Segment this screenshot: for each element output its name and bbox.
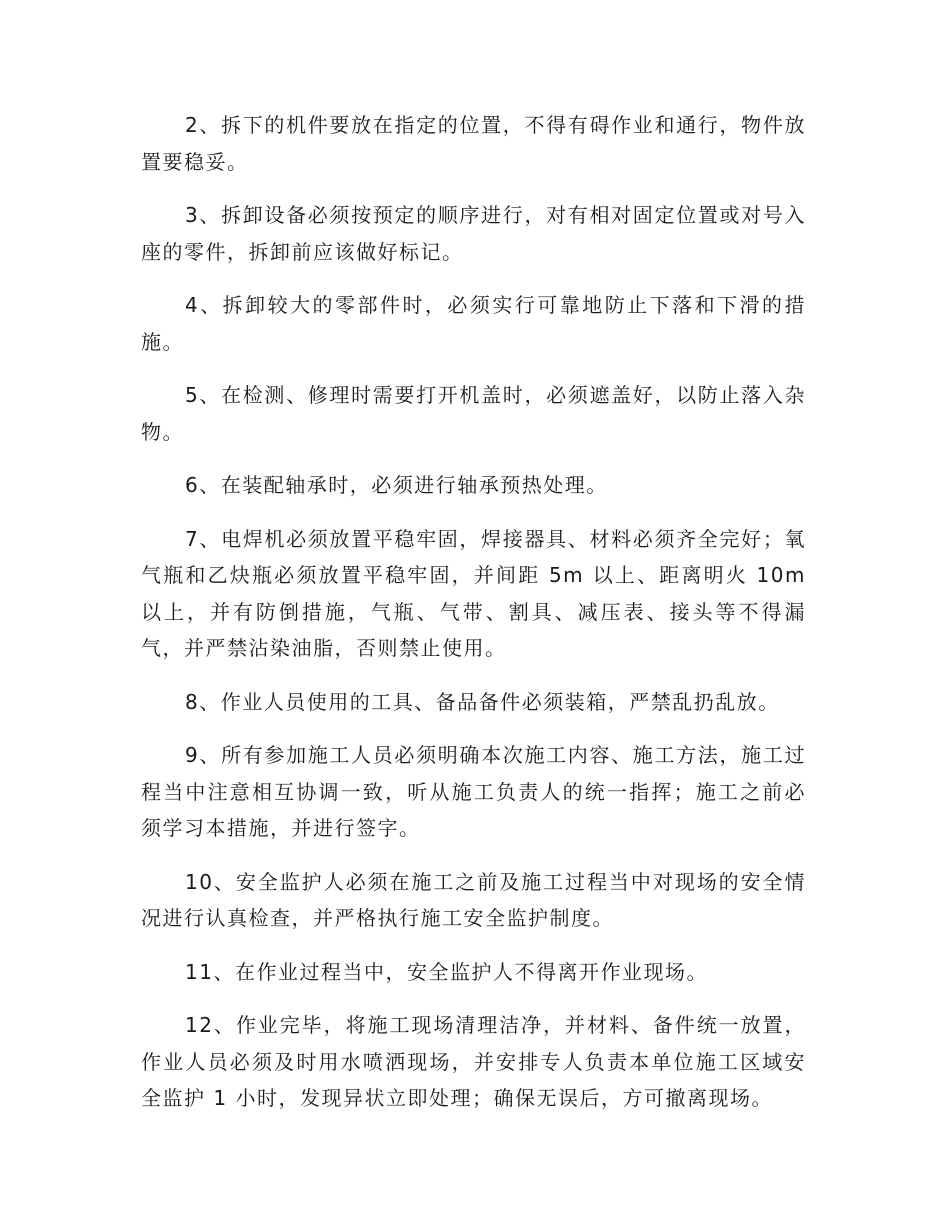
paragraph-7: 7、电焊机必须放置平稳牢固，焊接器具、材料必须齐全完好；氧气瓶和乙炔瓶必须放置平稳牢固，并间距 5m 以上、距离明火 10m 以上，并有防倒措施，气瓶、气带、割具、减压表、接头等不得漏气，并严禁沾染油脂，否则禁止使用。 xyxy=(141,526,806,660)
paragraph-9: 9、所有参加施工人员必须明确本次施工内容、施工方法，施工过程当中注意相互协调一致，听从施工负责人的统一指挥；施工之前必须学习本措施，并进行签字。 xyxy=(141,743,806,840)
paragraph-5: 5、在检测、修理时需要打开机盖时，必须遮盖好，以防止落入杂物。 xyxy=(141,383,806,444)
paragraph-10: 10、安全监护人必须在施工之前及施工过程当中对现场的安全情况进行认真检查，并严格执行施工安全监护制度。 xyxy=(141,869,806,930)
paragraph-12: 12、作业完毕，将施工现场清理洁净，并材料、备件统一放置，作业人员必须及时用水喷洒现场，并安排专人负责本单位施工区域安全监护 1 小时，发现异状立即处理；确保无误后，方可撤离现场。 xyxy=(141,1013,806,1110)
paragraph-8: 8、作业人员使用的工具、备品备件必须装箱，严禁乱扔乱放。 xyxy=(185,689,780,714)
paragraph-6: 6、在装配轴承时，必须进行轴承预热处理。 xyxy=(185,473,608,497)
paragraph-3: 3、拆卸设备必须按预定的顺序进行，对有相对固定位置或对号入座的零件，拆卸前应该做好标记。 xyxy=(141,203,806,264)
document-body xyxy=(141,107,806,1134)
paragraph-4: 4、拆卸较大的零部件时，必须实行可靠地防止下落和下滑的措施。 xyxy=(141,293,806,354)
paragraph-2: 2、拆下的机件要放在指定的位置，不得有碍作业和通行，物件放置要稳妥。 xyxy=(141,113,806,174)
paragraph-11: 11、在作业过程当中，安全监护人不得离开作业现场。 xyxy=(185,959,708,984)
